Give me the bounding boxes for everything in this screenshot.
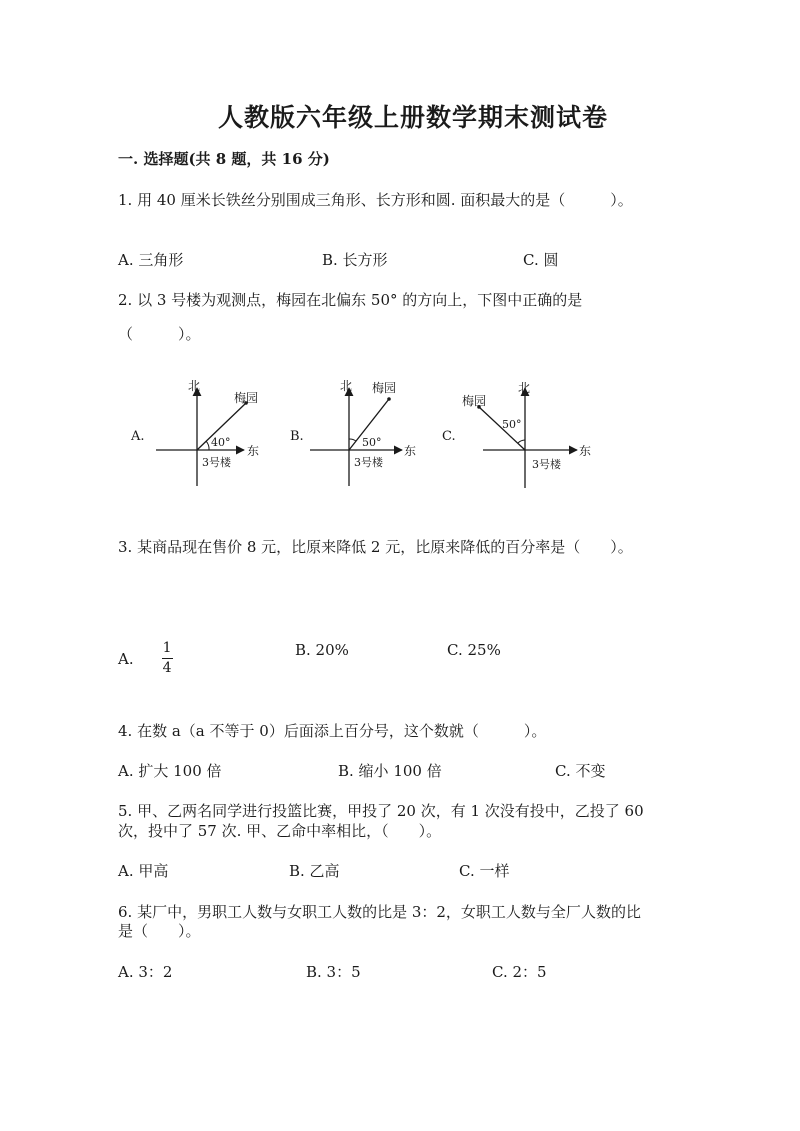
figure-a-north-label: 北 bbox=[188, 379, 201, 393]
figure-b[interactable] bbox=[290, 379, 416, 486]
figure-a-label: A. bbox=[131, 429, 145, 444]
question-6-option-b[interactable]: B. 3：5 bbox=[306, 963, 361, 981]
question-4-text: 4. 在数 a（a 不等于 0）后面添上百分号，这个数就（ ）。 bbox=[118, 722, 547, 740]
figure-c[interactable] bbox=[442, 381, 591, 488]
figure-c-target-label: 梅园 bbox=[462, 394, 487, 408]
figure-a-angle-label: 40° bbox=[211, 436, 231, 449]
figure-b-label: B. bbox=[290, 429, 304, 444]
figure-a-east-label: 东 bbox=[247, 444, 260, 458]
question-3-option-c[interactable]: C. 25% bbox=[447, 641, 501, 659]
question-4-option-c[interactable]: C. 不变 bbox=[555, 762, 606, 780]
question-6-text-line-2: 是（ ）。 bbox=[118, 922, 201, 940]
question-4-option-a[interactable]: A. 扩大 100 倍 bbox=[118, 762, 222, 780]
fraction-numerator: 1 bbox=[162, 640, 172, 656]
figure-c-label: C. bbox=[442, 429, 456, 444]
figure-c-north-label: 北 bbox=[518, 381, 531, 395]
question-4-option-b[interactable]: B. 缩小 100 倍 bbox=[338, 762, 442, 780]
question-5-text-line-1: 5. 甲、乙两名同学进行投篮比赛，甲投了 20 次，有 1 次没有投中，乙投了 60 bbox=[118, 802, 644, 820]
figure-c-origin-label: 3号楼 bbox=[532, 458, 561, 471]
figure-b-origin-label: 3号楼 bbox=[354, 456, 383, 469]
question-6-option-c[interactable]: C. 2：5 bbox=[492, 963, 547, 981]
section-heading: 一. 选择题(共 8 题，共 16 分) bbox=[118, 150, 330, 168]
figure-a-target-label: 梅园 bbox=[234, 391, 259, 405]
question-2-text: 2. 以 3 号楼为观测点，梅园在北偏东 50° 的方向上，下图中正确的是 bbox=[118, 291, 583, 309]
question-1-option-b[interactable]: B. 长方形 bbox=[322, 251, 388, 269]
figure-c-angle-label: 50° bbox=[502, 418, 522, 431]
question-3-option-b[interactable]: B. 20% bbox=[295, 641, 349, 659]
figure-b-east-label: 东 bbox=[404, 444, 417, 458]
question-2-figures bbox=[120, 378, 610, 496]
question-6-option-a[interactable]: A. 3：2 bbox=[118, 963, 173, 981]
question-6-text-line-1: 6. 某厂中，男职工人数与女职工人数的比是 3：2，女职工人数与全厂人数的比 bbox=[118, 903, 641, 921]
question-5-option-b[interactable]: B. 乙高 bbox=[289, 862, 340, 880]
figure-a-origin-label: 3号楼 bbox=[202, 456, 231, 469]
question-1-text: 1. 用 40 厘米长铁丝分别围成三角形、长方形和圆. 面积最大的是（ ）。 bbox=[118, 191, 633, 209]
fraction-denominator: 4 bbox=[162, 660, 172, 676]
question-2-blank: （ ）。 bbox=[118, 325, 201, 343]
fraction-one-quarter bbox=[162, 641, 173, 676]
question-5-option-c[interactable]: C. 一样 bbox=[459, 862, 510, 880]
figure-b-angle-label: 50° bbox=[362, 436, 382, 449]
question-1-option-a[interactable]: A. 三角形 bbox=[118, 251, 184, 269]
figure-a[interactable] bbox=[130, 379, 259, 486]
question-3-text: 3. 某商品现在售价 8 元，比原来降低 2 元，比原来降低的百分率是（ ）。 bbox=[118, 538, 633, 556]
question-5-option-a[interactable]: A. 甲高 bbox=[118, 862, 169, 880]
figure-b-north-label: 北 bbox=[340, 379, 353, 393]
question-1-option-c[interactable]: C. 圆 bbox=[523, 251, 559, 269]
figure-b-target-label: 梅园 bbox=[372, 381, 397, 395]
page-title: 人教版六年级上册数学期末测试卷 bbox=[218, 103, 609, 132]
figure-c-east-label: 东 bbox=[579, 444, 592, 458]
question-3-option-a-label: A. bbox=[118, 649, 134, 668]
question-5-text-line-2: 次，投中了 57 次. 甲、乙命中率相比，（ ）。 bbox=[118, 822, 442, 840]
question-3-option-a[interactable] bbox=[118, 641, 173, 676]
